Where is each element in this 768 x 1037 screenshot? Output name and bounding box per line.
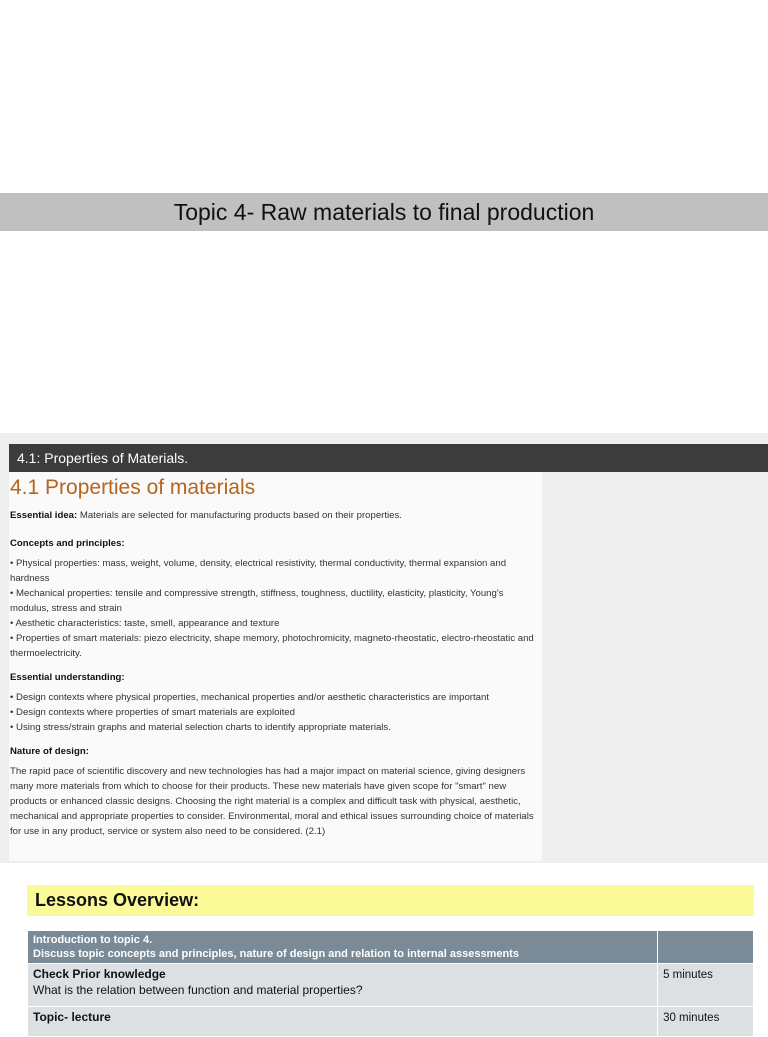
concepts-heading: Concepts and principles: bbox=[10, 538, 125, 549]
essential-idea bbox=[10, 508, 542, 523]
section-panel bbox=[0, 433, 768, 863]
lesson-cell bbox=[28, 1007, 658, 1037]
lesson-time-cell bbox=[658, 1007, 754, 1037]
lesson-title: Check Prior knowledge bbox=[33, 967, 166, 981]
section-body bbox=[9, 472, 542, 861]
lesson-time-cell bbox=[658, 964, 754, 1007]
list-item: • Mechanical properties: tensile and compressive strength, stiffness, toughness, ductility, elasticity, plasticity, Young's modulus, stress and strain bbox=[10, 588, 504, 614]
table-header-cell bbox=[28, 931, 658, 964]
list-item: • Aesthetic characteristics: taste, smell, appearance and texture bbox=[10, 618, 280, 629]
topic-banner bbox=[0, 193, 768, 231]
lessons-title: Lessons Overview: bbox=[35, 890, 200, 910]
lesson-title: Topic- lecture bbox=[33, 1010, 111, 1024]
nature-text: The rapid pace of scientific discovery and new technologies has had a major impact on material science, giving designers many more materials from which to choose for their products. These new materials have given scope for "smart" new products or enhanced classic designs. Choosing the right material is a complex and difficult task with physical, aesthetic, mechanical and appropriate properties to consider. Environmental, moral and ethical issues surrounding choice of materials for use in any product, service or system also need to be considered. (2.1) bbox=[10, 766, 534, 837]
table-row bbox=[28, 964, 754, 1007]
essential-idea-text: Materials are selected for manufacturing products based on their properties. bbox=[77, 510, 402, 521]
list-item: • Properties of smart materials: piezo electricity, shape memory, photochromicity, magneto-rheostatic, electro-rheostatic and thermoelectricity. bbox=[10, 633, 534, 659]
lesson-desc: What is the relation between function and material properties? bbox=[33, 983, 363, 997]
understanding-heading: Essential understanding: bbox=[10, 672, 125, 683]
header-line-1: Introduction to topic 4. bbox=[33, 934, 153, 946]
list-item: • Design contexts where properties of smart materials are exploited bbox=[10, 707, 295, 718]
lesson-time: 5 minutes bbox=[663, 969, 713, 981]
concepts-list bbox=[10, 556, 542, 661]
table-header-time-cell bbox=[658, 931, 754, 964]
topic-title: Topic 4- Raw materials to final production bbox=[173, 198, 595, 225]
understanding-list bbox=[10, 690, 542, 735]
section-header: 4.1: Properties of Materials. bbox=[9, 444, 768, 472]
lesson-cell bbox=[28, 964, 658, 1007]
lessons-table bbox=[27, 930, 754, 1037]
table-row bbox=[28, 1007, 754, 1037]
list-item: • Design contexts where physical properties, mechanical properties and/or aesthetic characteristics are important bbox=[10, 692, 490, 703]
header-line-2: Discuss topic concepts and principles, nature of design and relation to internal assessments bbox=[33, 948, 519, 960]
section-title: 4.1 Properties of materials bbox=[10, 476, 256, 499]
nature-heading: Nature of design: bbox=[10, 746, 89, 757]
list-item: • Physical properties: mass, weight, volume, density, electrical resistivity, thermal conductivity, thermal expansion and hardness bbox=[10, 558, 507, 584]
table-header-row bbox=[28, 931, 754, 964]
essential-idea-label: Essential idea: bbox=[10, 510, 78, 521]
lessons-overview-bar bbox=[27, 885, 754, 916]
lesson-time: 30 minutes bbox=[663, 1012, 720, 1024]
list-item: • Using stress/strain graphs and material selection charts to identify appropriate materials. bbox=[10, 722, 391, 733]
